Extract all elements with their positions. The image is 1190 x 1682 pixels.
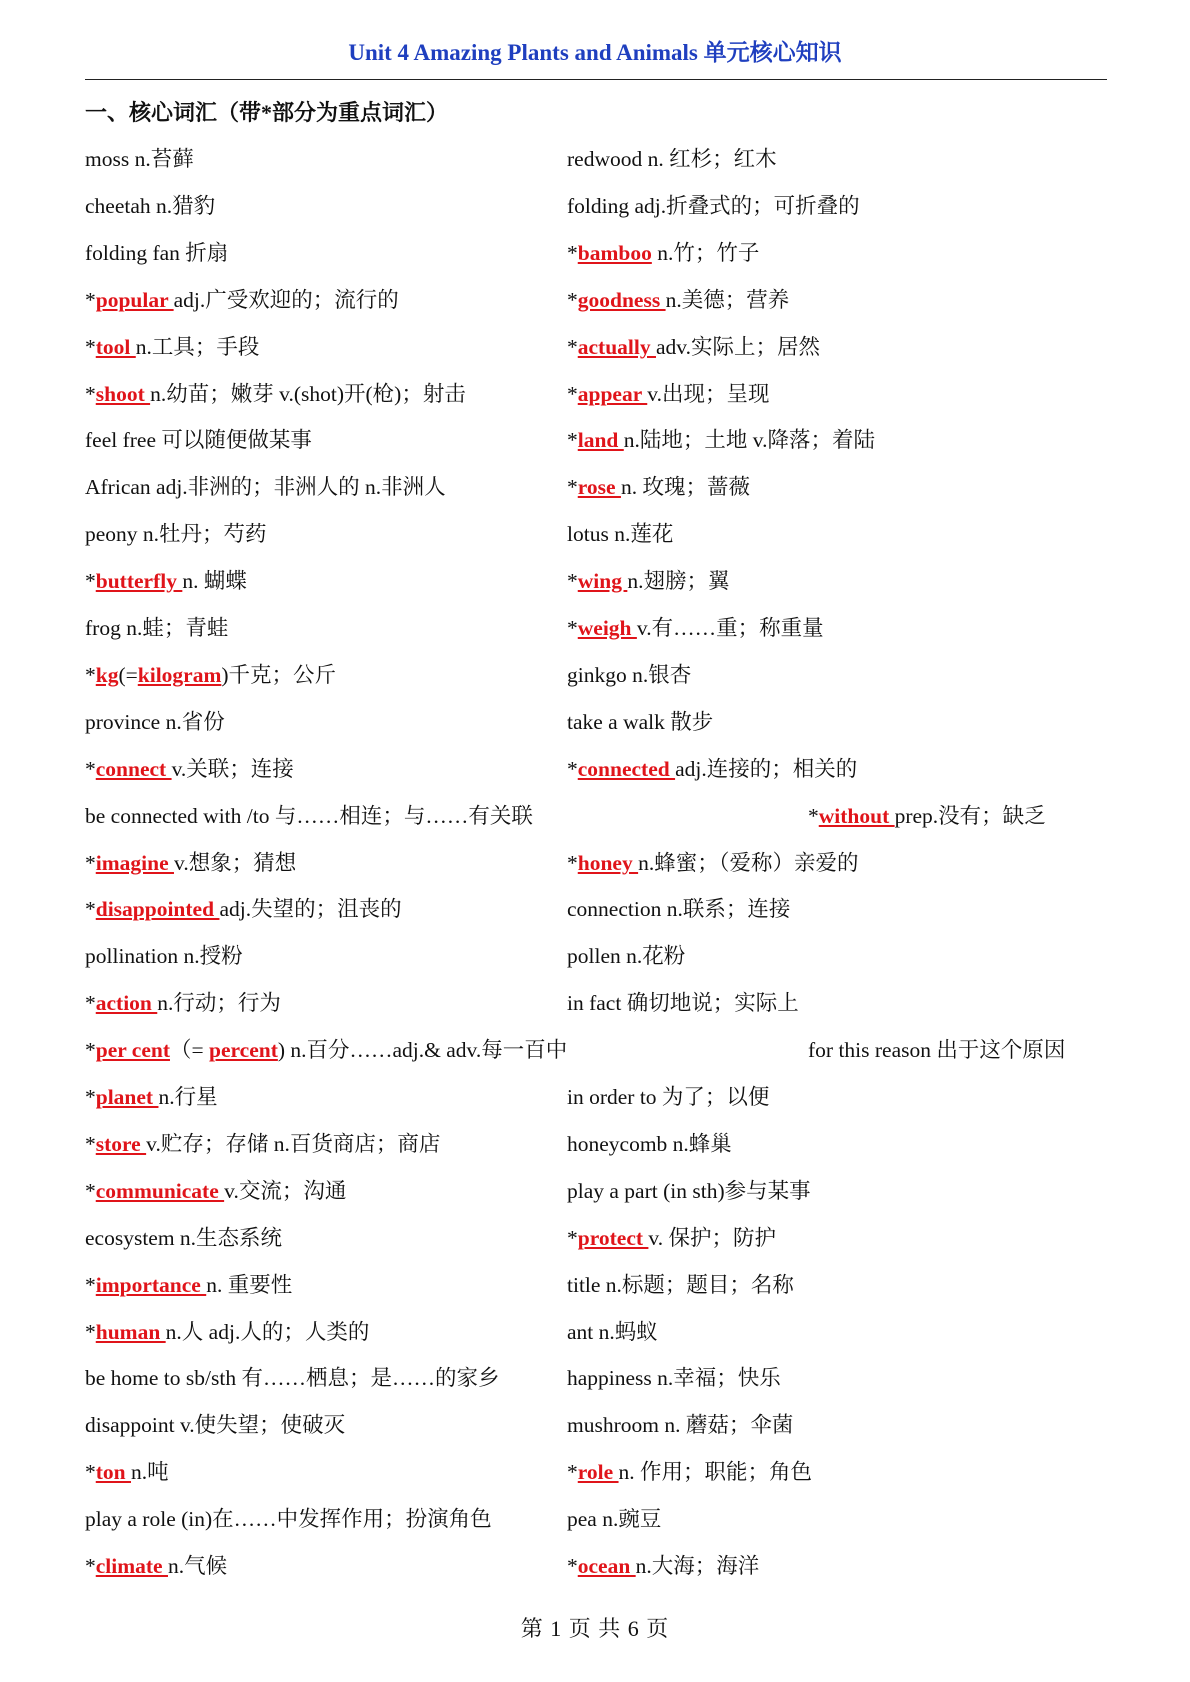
vocab-entry-left <box>85 1361 499 1392</box>
vocab-entry-right <box>567 658 691 689</box>
vocab-definition: province n.省份 <box>85 710 225 734</box>
vocab-keyword: shoot <box>95 382 151 406</box>
vocab-star: * <box>85 1320 96 1344</box>
vocab-definition: redwood n. 红杉；红木 <box>567 147 777 171</box>
vocab-star: * <box>85 851 96 875</box>
vocab-entry-left <box>85 705 225 736</box>
vocab-entry-right <box>567 189 860 220</box>
vocab-star: * <box>567 851 578 875</box>
vocab-entry-left <box>85 1549 227 1580</box>
vocab-star: * <box>808 804 819 828</box>
vocab-definition: take a walk 散步 <box>567 710 714 734</box>
section-heading: 一、核心词汇（带*部分为重点词汇） <box>85 100 449 125</box>
vocab-definition: )千克；公斤 <box>221 663 337 687</box>
vocab-entry-right <box>567 1549 759 1580</box>
vocab-definition: in order to 为了；以便 <box>567 1085 770 1109</box>
vocab-star: * <box>567 1460 578 1484</box>
vocab-definition: n. 蝴蝶 <box>182 569 247 593</box>
vocab-definition: ant n.蚂蚁 <box>567 1320 658 1344</box>
vocab-entry-left <box>85 1408 345 1439</box>
vocab-entry-right <box>567 470 750 501</box>
vocab-star: * <box>567 1554 578 1578</box>
header-divider <box>85 79 1107 80</box>
vocab-definition: n.翅膀；翼 <box>627 569 730 593</box>
vocab-definition: African adj.非洲的；非洲人的 n.非洲人 <box>85 475 446 499</box>
vocab-star: * <box>567 569 578 593</box>
vocab-definition: v.出现；呈现 <box>647 382 770 406</box>
vocab-connector: （= <box>169 1038 209 1062</box>
vocab-star: * <box>567 288 578 312</box>
vocab-entry-left <box>85 1033 567 1064</box>
vocab-entry-left <box>85 377 466 408</box>
vocab-keyword: goodness <box>577 288 666 312</box>
vocab-connector: (= <box>118 663 138 687</box>
vocab-entry-right <box>567 517 673 548</box>
vocab-star: * <box>85 663 96 687</box>
vocab-definition: adj.失望的；沮丧的 <box>219 897 402 921</box>
vocab-entry-left <box>85 752 294 783</box>
vocab-star: * <box>567 475 578 499</box>
vocab-definition: for this reason 出于这个原因 <box>808 1038 1066 1062</box>
vocab-entry-left <box>85 189 215 220</box>
vocab-keyword: per cent <box>95 1038 170 1062</box>
vocab-star: * <box>85 288 96 312</box>
vocab-entry-left <box>85 846 296 877</box>
vocab-star: * <box>567 241 578 265</box>
vocab-definition: title n.标题；题目；名称 <box>567 1273 794 1297</box>
vocab-definition: happiness n.幸福；快乐 <box>567 1366 781 1390</box>
vocab-definition: folding fan 折扇 <box>85 241 229 265</box>
vocab-definition: v.交流；沟通 <box>224 1179 347 1203</box>
vocab-entry-right <box>567 1315 658 1346</box>
vocab-entry-right <box>567 1127 732 1158</box>
vocab-keyword-alt: kilogram <box>137 663 222 687</box>
vocab-definition: v.有……重；称重量 <box>636 616 824 640</box>
vocab-keyword: honey <box>577 851 639 875</box>
vocab-definition: disappoint v.使失望；使破灭 <box>85 1413 346 1437</box>
vocab-star: * <box>85 897 96 921</box>
vocab-entry-left <box>85 283 399 314</box>
vocab-definition: feel free 可以随便做某事 <box>85 428 312 452</box>
vocab-entry-left <box>85 611 228 642</box>
vocab-entry-left <box>85 517 267 548</box>
vocab-star: * <box>85 991 96 1015</box>
vocab-star: * <box>85 382 96 406</box>
vocab-definition: moss n.苔藓 <box>85 147 194 171</box>
vocab-keyword: tool <box>95 335 136 359</box>
vocab-entry-left <box>85 1080 218 1111</box>
vocab-definition: play a part (in sth)参与某事 <box>567 1179 811 1203</box>
vocab-entry-left <box>85 1315 369 1346</box>
vocab-entry-right <box>808 799 1046 830</box>
vocab-keyword: action <box>95 991 158 1015</box>
vocab-star: * <box>567 428 578 452</box>
vocab-definition: adv.实际上；居然 <box>655 335 821 359</box>
vocab-definition: pea n.豌豆 <box>567 1507 662 1531</box>
vocab-definition: n. 玫瑰；蔷薇 <box>620 475 750 499</box>
vocab-star: * <box>85 335 96 359</box>
vocab-definition: v. 保护；防护 <box>648 1226 777 1250</box>
vocab-entry-right <box>567 705 713 736</box>
vocab-entry-left <box>85 236 228 267</box>
vocab-definition: adj.广受欢迎的；流行的 <box>173 288 399 312</box>
vocab-keyword: wing <box>577 569 628 593</box>
vocab-entry-right <box>567 1221 776 1252</box>
vocab-keyword: planet <box>95 1085 159 1109</box>
vocab-definition: n.行动；行为 <box>157 991 281 1015</box>
vocab-definition: prep.没有；缺乏 <box>894 804 1046 828</box>
vocab-star: * <box>567 616 578 640</box>
vocab-definition: n.气候 <box>167 1554 228 1578</box>
vocab-star: * <box>85 757 96 781</box>
vocab-entry-right <box>567 892 790 923</box>
vocab-keyword: protect <box>577 1226 649 1250</box>
vocab-keyword: store <box>95 1132 147 1156</box>
vocab-definition: n.行星 <box>158 1085 218 1109</box>
vocab-entry-left <box>85 939 243 970</box>
vocab-entry-left <box>85 423 312 454</box>
vocab-entry-left <box>85 1502 492 1533</box>
vocab-definition: adj.连接的；相关的 <box>675 757 858 781</box>
vocab-keyword: imagine <box>95 851 174 875</box>
vocab-definition: pollen n.花粉 <box>567 944 686 968</box>
vocab-keyword: bamboo <box>577 241 652 265</box>
vocab-definition: be connected with /to 与……相连；与……有关联 <box>85 804 533 828</box>
vocab-keyword-alt: percent <box>209 1038 278 1062</box>
vocab-definition: play a role (in)在……中发挥作用；扮演角色 <box>85 1507 492 1531</box>
vocab-star: * <box>567 335 578 359</box>
vocab-entry-left <box>85 470 446 501</box>
vocab-star: * <box>85 1179 96 1203</box>
vocab-entry-left <box>85 1174 346 1205</box>
vocab-keyword: ton <box>95 1460 131 1484</box>
vocab-keyword: popular <box>95 288 174 312</box>
vocab-keyword: rose <box>577 475 621 499</box>
vocab-definition: folding adj.折叠式的；可折叠的 <box>567 194 860 218</box>
vocab-star: * <box>85 1038 96 1062</box>
vocab-definition: n.幼苗；嫩芽 v.(shot)开(枪)；射击 <box>150 382 466 406</box>
page-footer: 第 1 页 共 6 页 <box>520 1616 670 1641</box>
vocab-definition: in fact 确切地说；实际上 <box>567 991 799 1015</box>
vocab-entry-left <box>85 1268 292 1299</box>
vocab-entry-left <box>85 1127 440 1158</box>
vocab-keyword: kg <box>95 663 119 687</box>
vocab-definition: n.美德；营养 <box>665 288 790 312</box>
vocab-keyword: role <box>577 1460 619 1484</box>
vocab-definition: n.工具；手段 <box>135 335 260 359</box>
vocab-star: * <box>85 1132 96 1156</box>
vocab-entry-right <box>808 1033 1065 1064</box>
vocab-definition: v.贮存；存储 n.百货商店；商店 <box>146 1132 441 1156</box>
vocab-keyword: climate <box>95 1554 168 1578</box>
vocab-entry-right <box>567 330 820 361</box>
vocab-keyword: disappointed <box>95 897 220 921</box>
vocab-entry-right <box>567 142 777 173</box>
vocab-star: * <box>85 569 96 593</box>
vocab-keyword: land <box>577 428 624 452</box>
vocab-definition: lotus n.莲花 <box>567 522 674 546</box>
vocab-keyword: communicate <box>95 1179 225 1203</box>
vocab-definition: n. 作用；职能；角色 <box>618 1460 813 1484</box>
vocab-entry-right <box>567 846 858 877</box>
vocab-definition: pollination n.授粉 <box>85 944 243 968</box>
vocab-definition: frog n.蛙；青蛙 <box>85 616 229 640</box>
vocab-entry-right <box>567 236 759 267</box>
vocab-entry-left <box>85 1455 169 1486</box>
vocab-entry-right <box>567 564 729 595</box>
vocab-definition: n. 重要性 <box>206 1273 293 1297</box>
vocab-definition: mushroom n. 蘑菇；伞菌 <box>567 1413 794 1437</box>
vocab-entry-left <box>85 1221 282 1252</box>
vocab-keyword: weigh <box>577 616 637 640</box>
vocab-definition: n.大海；海洋 <box>635 1554 760 1578</box>
vocab-star: * <box>567 382 578 406</box>
vocab-entry-right <box>567 611 824 642</box>
vocab-keyword: importance <box>95 1273 207 1297</box>
vocab-entry-left <box>85 986 281 1017</box>
vocab-definition: be home to sb/sth 有……栖息；是……的家乡 <box>85 1366 500 1390</box>
page-title: Unit 4 Amazing Plants and Animals 单元核心知识 <box>348 40 842 65</box>
vocab-entry-right <box>567 283 789 314</box>
vocab-entry-right <box>567 1408 793 1439</box>
vocab-definition: cheetah n.猎豹 <box>85 194 216 218</box>
vocab-definition: honeycomb n.蜂巢 <box>567 1132 732 1156</box>
vocab-keyword: appear <box>577 382 648 406</box>
vocab-entry-left <box>85 330 259 361</box>
vocab-keyword: human <box>95 1320 166 1344</box>
vocab-entry-right <box>567 1502 661 1533</box>
vocab-entry-right <box>567 1268 794 1299</box>
vocab-definition: n.人 adj.人的；人类的 <box>165 1320 370 1344</box>
vocab-entry-right <box>567 752 857 783</box>
vocab-star: * <box>85 1460 96 1484</box>
vocab-star: * <box>85 1554 96 1578</box>
vocab-star: * <box>85 1085 96 1109</box>
vocab-keyword: ocean <box>577 1554 636 1578</box>
vocab-keyword: actually <box>577 335 656 359</box>
vocab-definition: n.竹；竹子 <box>651 241 760 265</box>
vocab-star: * <box>85 1273 96 1297</box>
vocab-definition: n.陆地；土地 v.降落；着陆 <box>623 428 875 452</box>
vocab-entry-right <box>567 1080 769 1111</box>
vocab-definition: n.吨 <box>131 1460 169 1484</box>
vocab-keyword: without <box>818 804 895 828</box>
vocab-keyword: connected <box>577 757 676 781</box>
vocab-entry-right <box>567 1174 811 1205</box>
vocab-entry-right <box>567 1455 812 1486</box>
vocab-star: * <box>567 1226 578 1250</box>
vocab-star: * <box>567 757 578 781</box>
vocab-definition: ) n.百分……adj.& adv.每一百中 <box>277 1038 568 1062</box>
vocab-keyword: butterfly <box>95 569 183 593</box>
vocab-entry-right <box>567 939 685 970</box>
vocab-entry-left <box>85 142 194 173</box>
vocab-entry-left <box>85 799 533 830</box>
vocab-entry-left <box>85 564 247 595</box>
vocab-definition: n.蜂蜜；（爱称）亲爱的 <box>638 851 859 875</box>
vocab-definition: ginkgo n.银杏 <box>567 663 692 687</box>
vocab-entry-left <box>85 658 336 689</box>
vocab-entry-right <box>567 377 769 408</box>
vocab-definition: peony n.牡丹；芍药 <box>85 522 267 546</box>
vocab-keyword: connect <box>95 757 172 781</box>
vocab-entry-right <box>567 986 799 1017</box>
vocab-definition: v.关联；连接 <box>171 757 294 781</box>
vocab-entry-left <box>85 892 402 923</box>
vocab-entry-right <box>567 423 875 454</box>
vocab-definition: connection n.联系；连接 <box>567 897 791 921</box>
vocab-entry-right <box>567 1361 781 1392</box>
vocab-definition: v.想象；猜想 <box>173 851 297 875</box>
vocab-definition: ecosystem n.生态系统 <box>85 1226 283 1250</box>
